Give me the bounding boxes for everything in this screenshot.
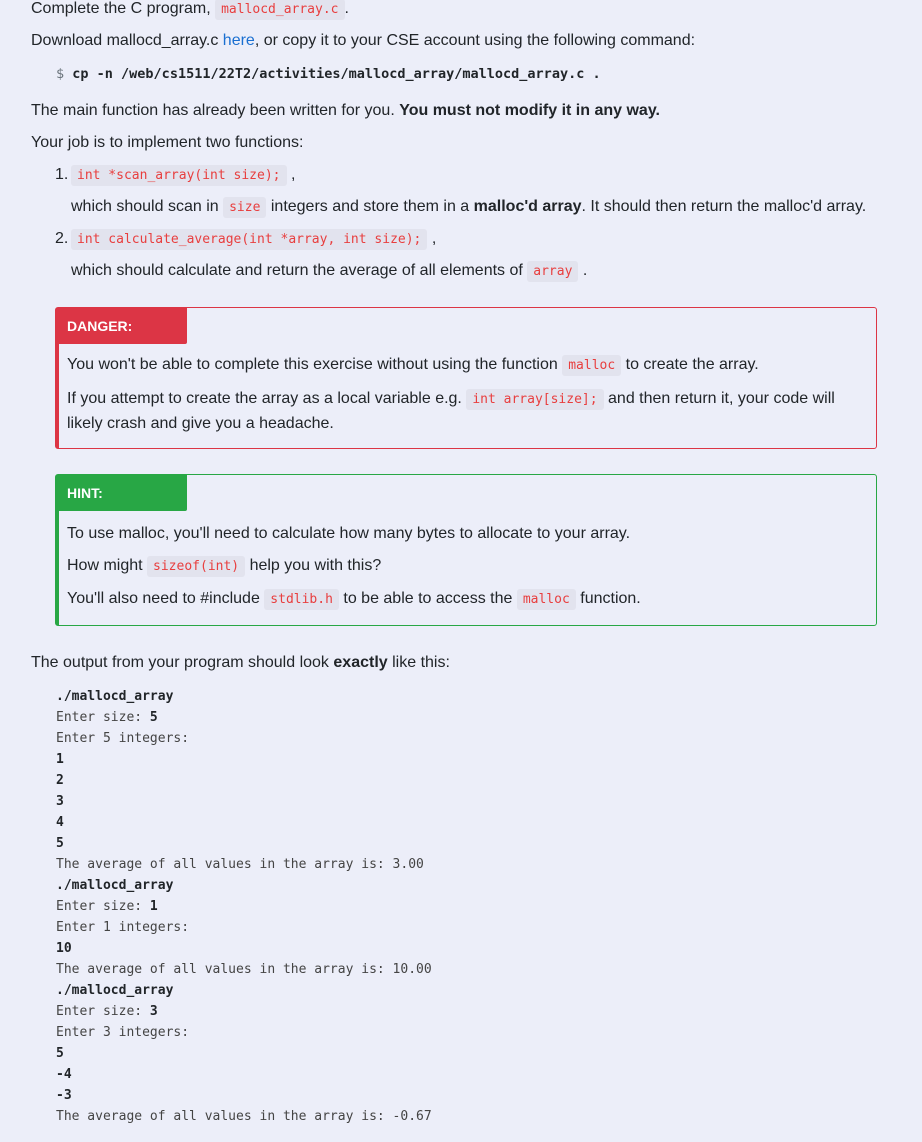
output-line: -3 — [56, 1088, 72, 1103]
list-item-description: which should calculate and return the average of all elements of array . — [31, 260, 587, 283]
output-line: Enter 3 integers: — [56, 1025, 190, 1040]
output-line: -4 — [56, 1067, 72, 1082]
shell-prompt: $ — [56, 66, 65, 82]
complete-program-line: Complete the C program, mallocd_array.c . — [31, 0, 349, 21]
list-item: 2. int calculate_average(int *array, int size); , — [31, 228, 436, 251]
output-line: The average of all values in the array is: 3.00 — [56, 857, 424, 872]
output-line: The average of all values in the array is: -0.67 — [56, 1109, 432, 1124]
hint-alert — [55, 474, 877, 626]
output-line: Enter size: 3 — [56, 1004, 158, 1019]
alert-title: HINT: — [59, 475, 187, 511]
output-line: Enter size: 5 — [56, 710, 158, 725]
output-line: Enter 5 integers: — [56, 731, 190, 746]
danger-alert — [55, 307, 877, 449]
inline-code: stdlib.h — [264, 589, 339, 610]
job-line: Your job is to implement two functions: — [31, 134, 304, 151]
function-signature: int *scan_array(int size); — [71, 165, 287, 186]
alert-body: To use malloc, you'll need to calculate how many bytes to allocate to your array. How might sizeof(int) help you with this? You'll also need to #include stdlib.h to be able to access the malloc function. — [59, 511, 876, 611]
output-line: ./mallocd_array — [56, 983, 174, 998]
inline-code: sizeof(int) — [147, 556, 245, 577]
download-line: Download mallocd_array.c here, or copy it to your CSE account using the following command: — [31, 32, 696, 49]
output-line: 1 — [56, 752, 64, 767]
main-note: The main function has already been written for you. You must not modify it in any way. — [31, 102, 660, 119]
alert-body: You won't be able to complete this exercise without using the function malloc to create the array. If you attempt to create the array as a local variable e.g. int array[size]; and then return it, your code will likely crash and give you a headache. — [67, 356, 835, 432]
inline-code: malloc — [562, 355, 621, 376]
output-line: ./mallocd_array — [56, 689, 174, 704]
output-intro: The output from your program should look exactly like this: — [31, 654, 450, 671]
program-file-code: mallocd_array.c — [215, 0, 344, 20]
example-output — [56, 686, 432, 1127]
output-line: 10 — [56, 941, 72, 956]
command-text: cp -n /web/cs1511/22T2/activities/mallocd_array/mallocd_array.c . — [72, 66, 601, 82]
output-line: 4 — [56, 815, 64, 830]
output-line: 5 — [56, 836, 64, 851]
output-line: ./mallocd_array — [56, 878, 174, 893]
function-signature: int calculate_average(int *array, int size); — [71, 229, 427, 250]
output-line: 5 — [56, 1046, 64, 1061]
inline-code: malloc — [517, 589, 576, 610]
output-line: 2 — [56, 773, 64, 788]
inline-code: int array[size]; — [466, 389, 603, 410]
list-item: 1. int *scan_array(int size); , — [31, 164, 295, 187]
inline-code: array — [527, 261, 578, 282]
inline-code: size — [223, 197, 266, 218]
copy-command — [56, 66, 601, 82]
output-line: Enter size: 1 — [56, 899, 158, 914]
alert-title: DANGER: — [59, 308, 187, 344]
output-line: The average of all values in the array is: 10.00 — [56, 962, 432, 977]
download-link[interactable]: here — [222, 32, 255, 49]
output-line: Enter 1 integers: — [56, 920, 190, 935]
list-item-description: which should scan in size integers and store them in a malloc'd array. It should then return the malloc'd array. — [31, 196, 866, 219]
output-line: 3 — [56, 794, 64, 809]
